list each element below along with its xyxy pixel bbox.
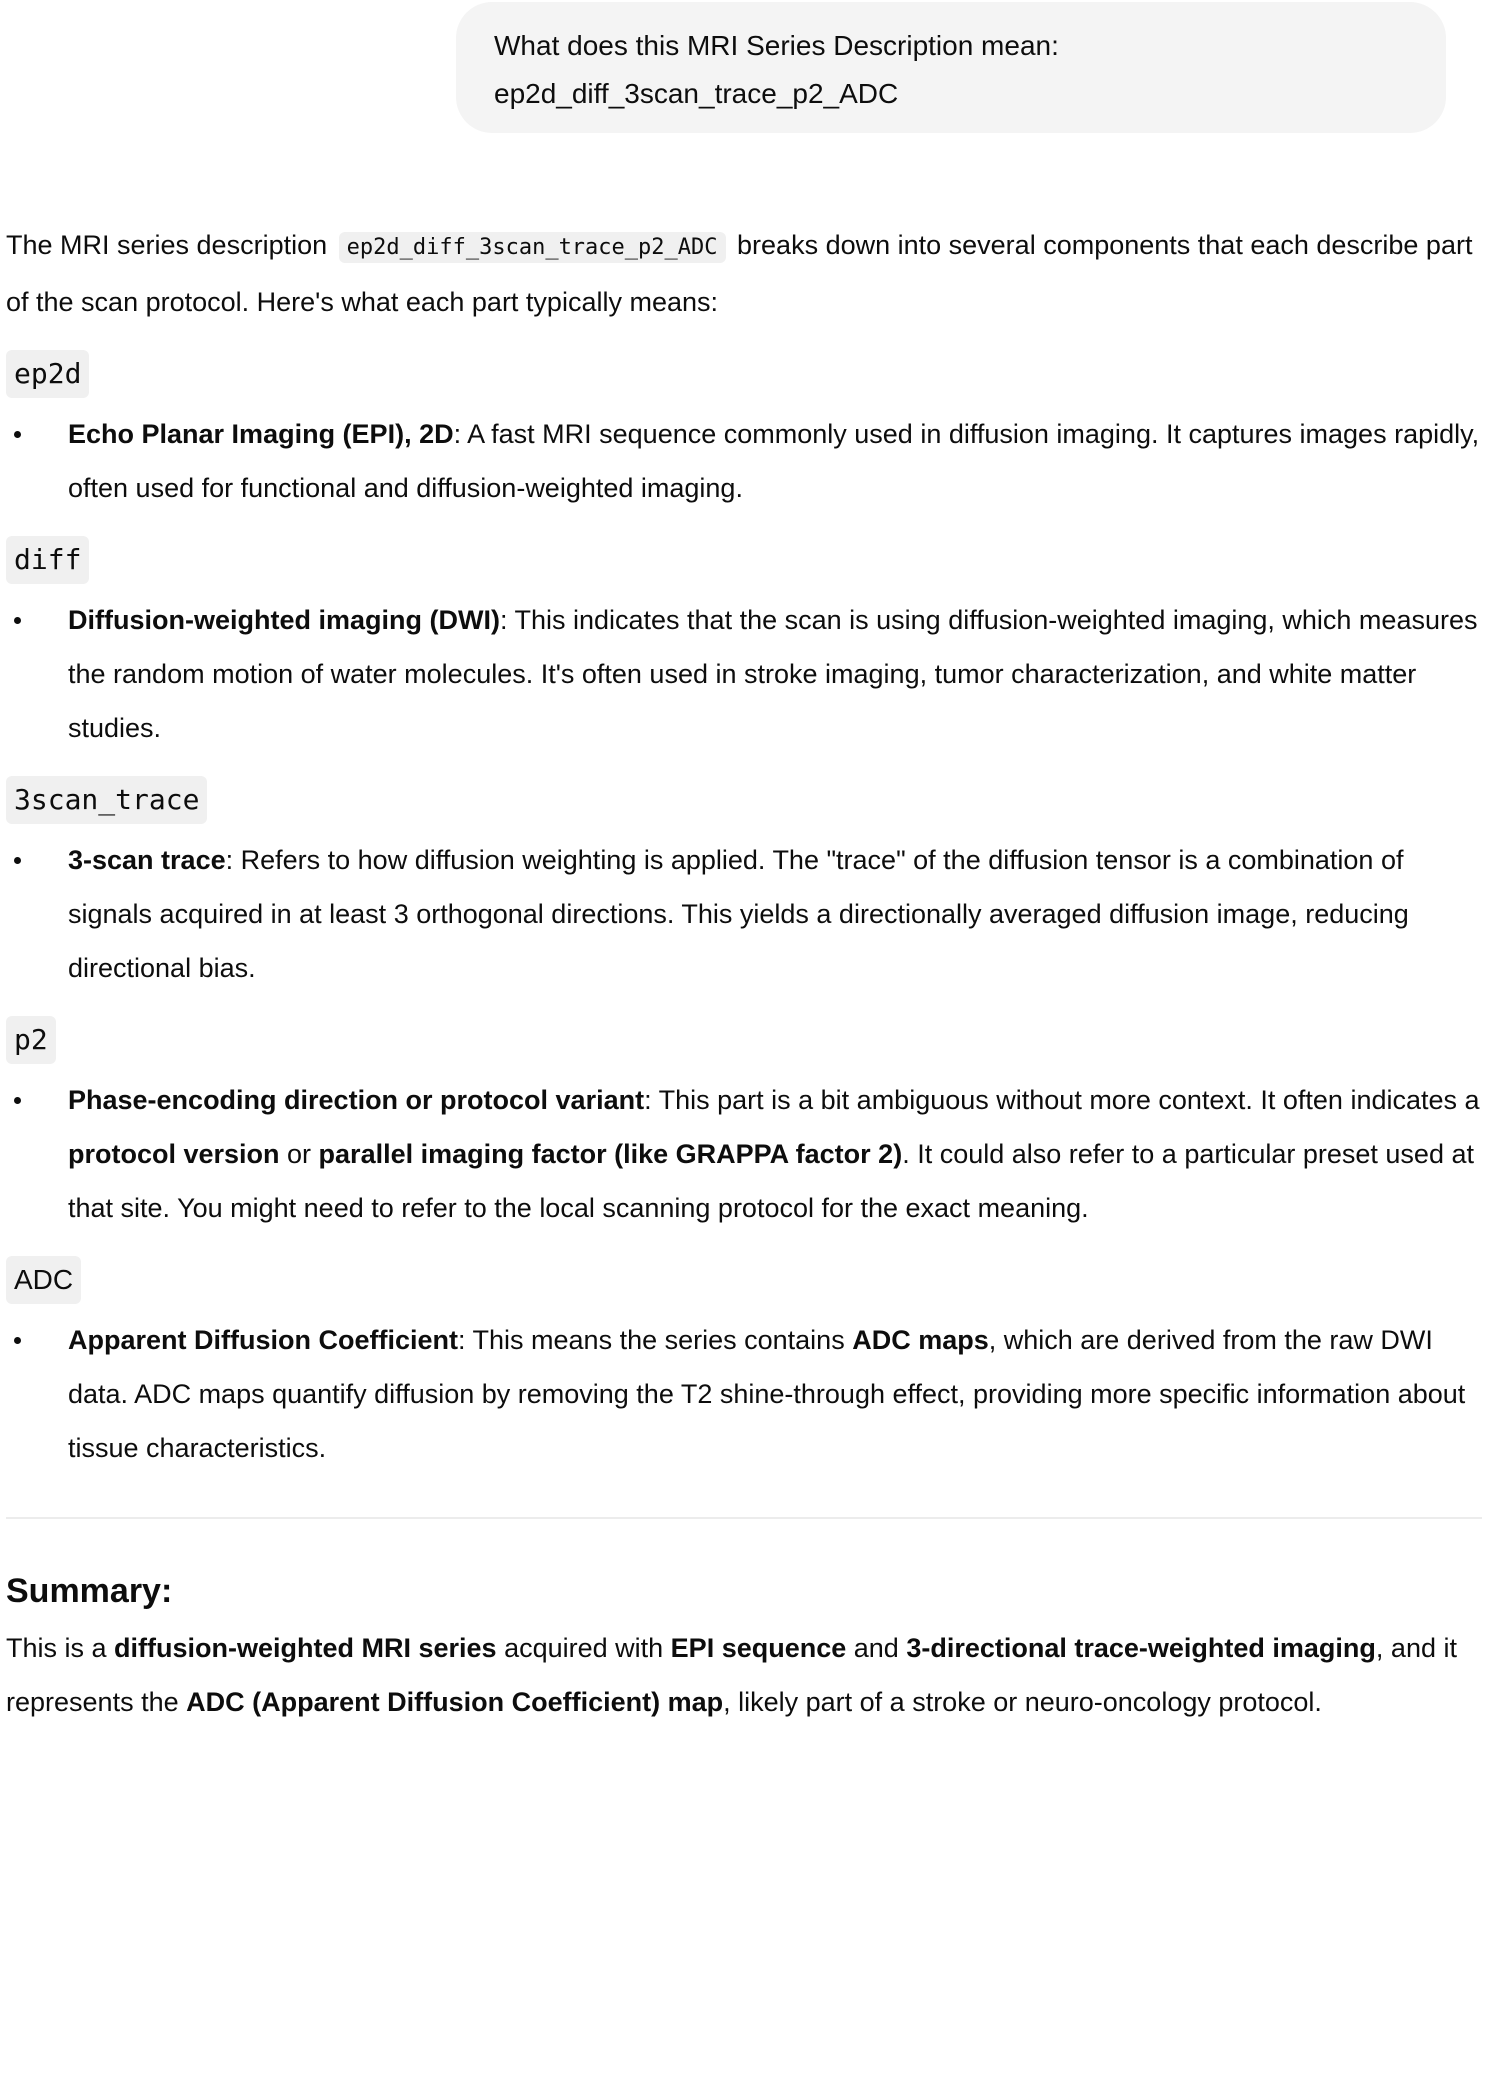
bold-text: Echo Planar Imaging (EPI), 2D [68,419,454,449]
bold-text: 3-scan trace [68,845,226,875]
intro-text: breaks down into several components that each describe part of the scan protocol. Here's what each part typically means: [6,230,1473,317]
section-code-label: p2 [6,1016,56,1064]
section-diff [6,533,1482,755]
bullet-list [6,593,1482,755]
section-code-label: ADC [6,1256,81,1304]
section-ep2d [6,347,1482,515]
list-item [68,593,1482,755]
body-text: : This indicates that the scan is using diffusion-weighted imaging, which measures the random motion of water molecules. It's often used in stroke imaging, tumor characterization, and white matter studies. [68,605,1478,743]
bold-text: ADC (Apparent Diffusion Coefficient) map [186,1687,724,1717]
section-code-label: diff [6,536,89,584]
list-item [68,833,1482,995]
divider [6,1517,1482,1519]
list-item [68,1073,1482,1235]
body-text: , likely part of a stroke or neuro-oncology protocol. [723,1687,1322,1717]
bullet-list [6,1073,1482,1235]
bullet-list [6,1313,1482,1475]
component-sections [6,347,1482,1475]
user-message-bubble [456,2,1446,133]
section-code-label: 3scan_trace [6,776,207,824]
body-text: or [279,1139,319,1169]
bold-text: diffusion-weighted MRI series [114,1633,497,1663]
section-adc [6,1253,1482,1475]
bullet-list [6,407,1482,515]
body-text: , and it represents the [6,1633,1457,1717]
body-text: : A fast MRI sequence commonly used in diffusion imaging. It captures images rapidly, often used for functional and diffusion-weighted imaging. [68,419,1480,503]
body-text: : Refers to how diffusion weighting is applied. The "trace" of the diffusion tensor is a combination of signals acquired in at least 3 orthogonal directions. This yields a directionally averaged diffusion image, reducing directional bias. [68,845,1409,983]
list-item [68,1313,1482,1475]
bold-text: Phase-encoding direction or protocol variant [68,1085,645,1115]
body-text: : This means the series contains [458,1325,853,1355]
list-item [68,407,1482,515]
user-message-line: ep2d_diff_3scan_trace_p2_ADC [494,78,899,109]
intro-paragraph [6,218,1482,329]
inline-code: ep2d_diff_3scan_trace_p2_ADC [339,232,726,263]
body-text: : This part is a bit ambiguous without more context. It often indicates a [644,1085,1480,1115]
user-message-line: What does this MRI Series Description mean: [494,30,1059,61]
bold-text: 3-directional trace-weighted imaging [906,1633,1376,1663]
intro-text: The MRI series description [6,230,328,260]
body-text: . It could also refer to a particular preset used at that site. You might need to refer to the local scanning protocol for the exact meaning. [68,1139,1474,1223]
bold-text: protocol version [68,1139,280,1169]
bold-text: Apparent Diffusion Coefficient [68,1325,458,1355]
bold-text: Diffusion-weighted imaging (DWI) [68,605,500,635]
section-p2 [6,1013,1482,1235]
bold-text: parallel imaging factor (like GRAPPA factor 2) [318,1139,903,1169]
bold-text: ADC maps [852,1325,989,1355]
section-code-label: ep2d [6,350,89,398]
summary-heading: Summary: [6,1572,173,1610]
body-text: , which are derived from the raw DWI data. ADC maps quantify diffusion by removing the T2 shine-through effect, providing more specific information about tissue characteristics. [68,1325,1466,1463]
body-text: and [846,1633,907,1663]
body-text: This is a [6,1633,115,1663]
bold-text: EPI sequence [670,1633,847,1663]
summary-paragraph [6,1621,1482,1729]
section-3scan_trace [6,773,1482,995]
body-text: acquired with [496,1633,671,1663]
assistant-response [6,218,1482,1729]
bullet-list [6,833,1482,995]
